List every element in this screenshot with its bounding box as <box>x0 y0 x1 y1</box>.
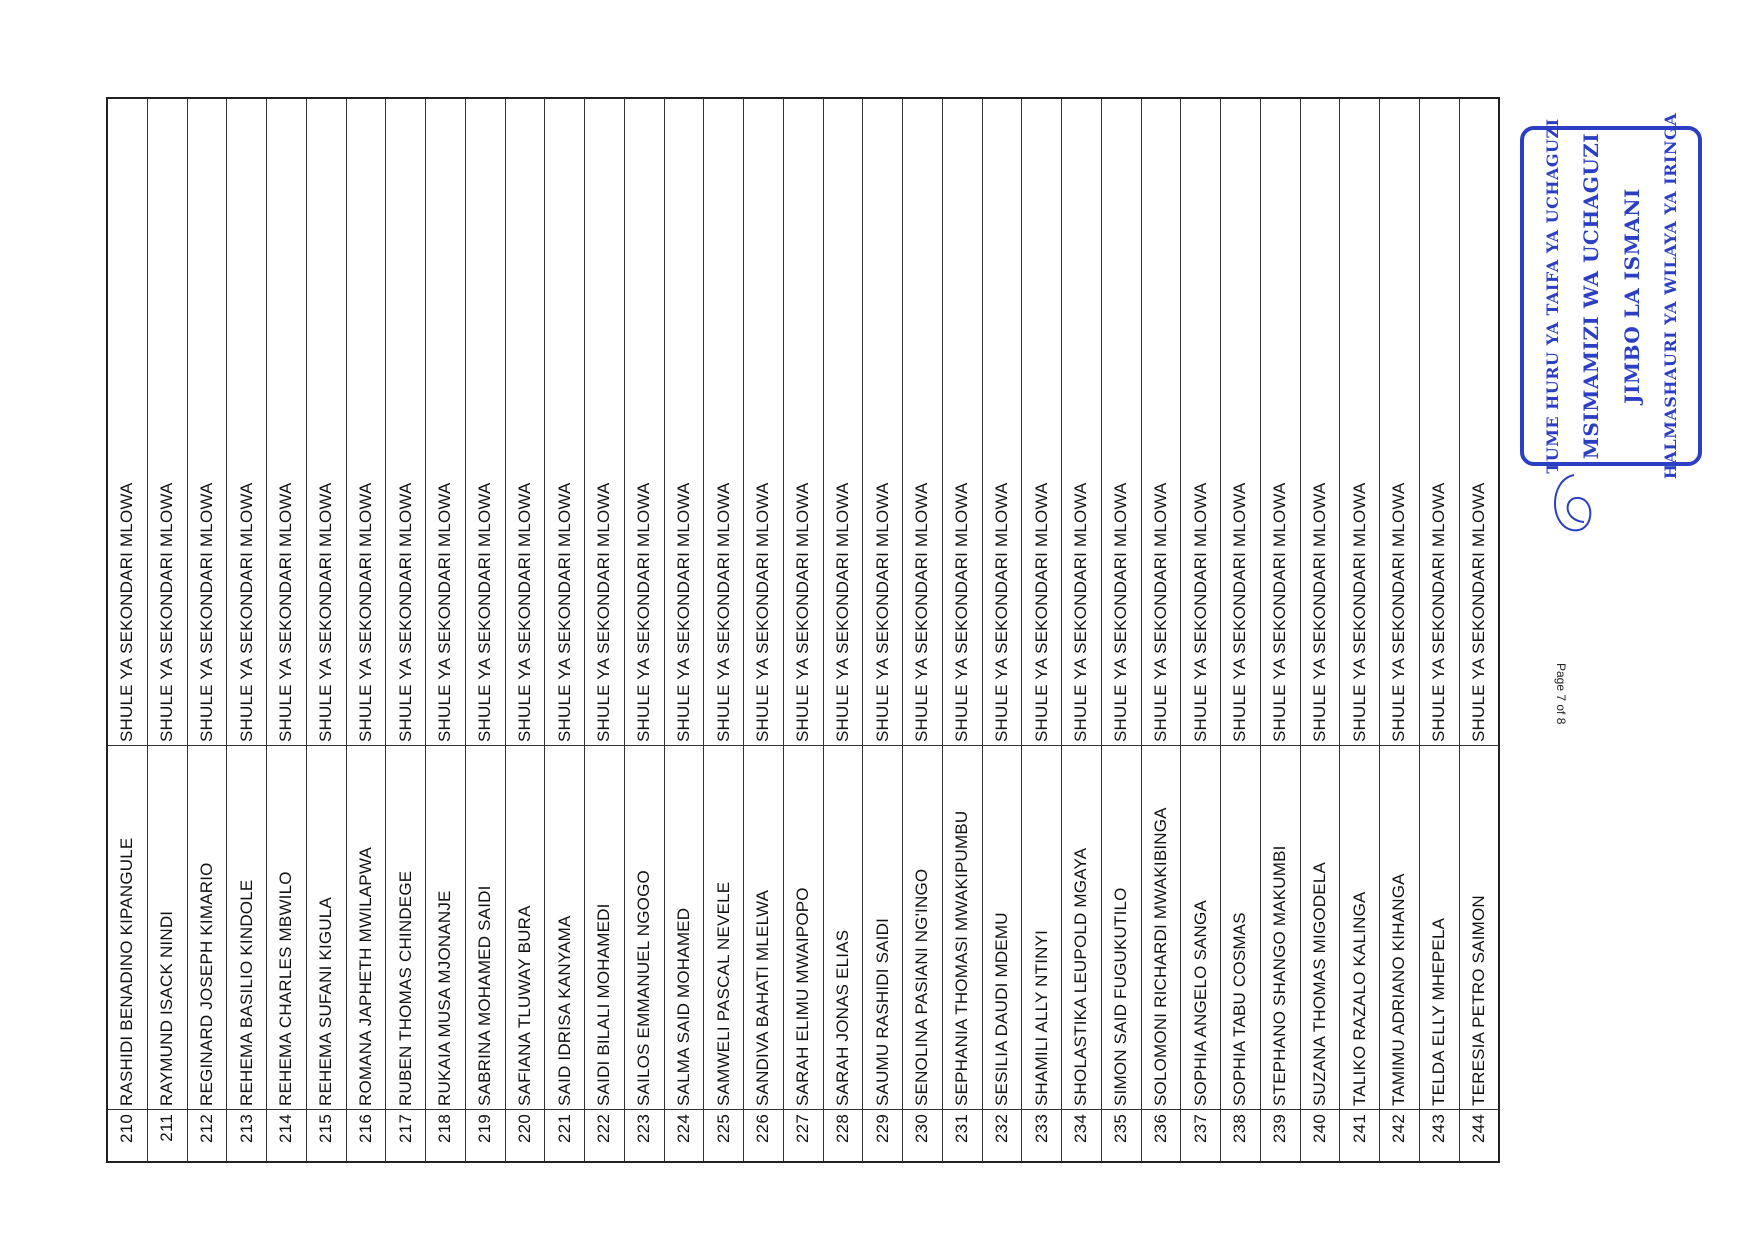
polling-station: SHULE YA SEKONDARI MLOWA <box>713 482 733 742</box>
row-number: 237 <box>1181 1109 1220 1161</box>
table-row <box>1261 99 1301 1161</box>
voter-name: RUBEN THOMAS CHINDEGE <box>386 745 425 1109</box>
polling-station: SHULE YA SEKONDARI MLOWA <box>236 482 256 742</box>
row-number: 226 <box>744 1109 783 1161</box>
polling-station: SHULE YA SEKONDARI MLOWA <box>1111 482 1131 742</box>
row-number: 221 <box>545 1109 584 1161</box>
voter-name: RASHIDI BENADINO KIPANGULE <box>108 745 147 1109</box>
table-row <box>1460 99 1499 1161</box>
table-row <box>148 99 188 1161</box>
voter-name: REHEMA BASILIO KINDOLE <box>227 745 266 1109</box>
polling-station: SHULE YA SEKONDARI MLOWA <box>673 482 693 742</box>
table-row <box>188 99 228 1161</box>
polling-station: SHULE YA SEKONDARI MLOWA <box>1230 482 1250 742</box>
row-number: 228 <box>824 1109 863 1161</box>
table-row <box>744 99 784 1161</box>
row-number: 225 <box>704 1109 743 1161</box>
table-row <box>1022 99 1062 1161</box>
polling-station: SHULE YA SEKONDARI MLOWA <box>872 482 892 742</box>
polling-station: SHULE YA SEKONDARI MLOWA <box>952 482 972 742</box>
polling-station: SHULE YA SEKONDARI MLOWA <box>753 482 773 742</box>
row-number: 233 <box>1022 1109 1061 1161</box>
table-row <box>625 99 665 1161</box>
voter-name: SAUMU RASHIDI SAIDI <box>863 745 902 1109</box>
table-row <box>108 99 148 1161</box>
row-number: 239 <box>1261 1109 1300 1161</box>
row-number: 224 <box>665 1109 704 1161</box>
table-row <box>347 99 387 1161</box>
polling-station: SHULE YA SEKONDARI MLOWA <box>991 482 1011 742</box>
table-row <box>1062 99 1102 1161</box>
row-number: 235 <box>1102 1109 1141 1161</box>
voter-name: TAMIMU ADRIANO KIHANGA <box>1380 745 1419 1109</box>
row-number: 218 <box>426 1109 465 1161</box>
polling-station: SHULE YA SEKONDARI MLOWA <box>1468 482 1488 742</box>
polling-station: SHULE YA SEKONDARI MLOWA <box>634 482 654 742</box>
table-row <box>307 99 347 1161</box>
voter-name: SAIDI BILALI MOHAMEDI <box>585 745 624 1109</box>
voter-name: TERESIA PETRO SAIMON <box>1460 745 1499 1109</box>
table-row <box>426 99 466 1161</box>
polling-station: SHULE YA SEKONDARI MLOWA <box>395 482 415 742</box>
voter-name: SALMA SAID MOHAMED <box>665 745 704 1109</box>
row-number: 236 <box>1142 1109 1181 1161</box>
voter-name: REGINARD JOSEPH KIMARIO <box>188 745 227 1109</box>
polling-station: SHULE YA SEKONDARI MLOWA <box>1031 482 1051 742</box>
voter-name: SOLOMONI RICHARDI MWAKIBINGA <box>1142 745 1181 1109</box>
voter-name: SARAH ELIMU MWAIPOPO <box>784 745 823 1109</box>
table-row <box>665 99 705 1161</box>
voter-name: SIMON SAID FUGUKUTILO <box>1102 745 1141 1109</box>
row-number: 210 <box>108 1109 147 1161</box>
voter-name: SEPHANIA THOMASI MWAKIPUMBU <box>943 745 982 1109</box>
row-number: 227 <box>784 1109 823 1161</box>
official-stamp <box>1520 112 1702 480</box>
row-number: 219 <box>466 1109 505 1161</box>
polling-station: SHULE YA SEKONDARI MLOWA <box>1270 482 1290 742</box>
table-row <box>943 99 983 1161</box>
row-number: 217 <box>386 1109 425 1161</box>
polling-station: SHULE YA SEKONDARI MLOWA <box>1150 482 1170 742</box>
polling-station: SHULE YA SEKONDARI MLOWA <box>196 482 216 742</box>
table-row <box>983 99 1023 1161</box>
voter-name: STEPHANO SHANGO MAKUMBI <box>1261 745 1300 1109</box>
row-number: 231 <box>943 1109 982 1161</box>
stamp-frame <box>1520 112 1702 480</box>
row-number: 223 <box>625 1109 664 1161</box>
row-number: 211 <box>148 1109 187 1161</box>
table-row <box>506 99 546 1161</box>
polling-station: SHULE YA SEKONDARI MLOWA <box>832 482 852 742</box>
table-row <box>1221 99 1261 1161</box>
polling-station: SHULE YA SEKONDARI MLOWA <box>514 482 534 742</box>
stamp-line-officer: MSIMAMIZI WA UCHAGUZI <box>1578 132 1603 460</box>
voter-name: SOPHIA TABU COSMAS <box>1221 745 1260 1109</box>
voter-name: SANDIVA BAHATI MLELWA <box>744 745 783 1109</box>
polling-station: SHULE YA SEKONDARI MLOWA <box>594 482 614 742</box>
polling-station: SHULE YA SEKONDARI MLOWA <box>554 482 574 742</box>
table-row <box>863 99 903 1161</box>
voter-list-table <box>106 97 1500 1163</box>
signature-icon <box>1544 470 1604 540</box>
polling-station: SHULE YA SEKONDARI MLOWA <box>793 482 813 742</box>
table-row <box>784 99 824 1161</box>
voter-name: TELDA ELLY MHEPELA <box>1420 745 1459 1109</box>
voter-name: SENOLINA PASIANI NG'INGO <box>903 745 942 1109</box>
row-number: 214 <box>267 1109 306 1161</box>
table-row <box>1102 99 1142 1161</box>
voter-name: RAYMUND ISACK NINDI <box>148 745 187 1109</box>
polling-station: SHULE YA SEKONDARI MLOWA <box>157 482 177 742</box>
polling-station: SHULE YA SEKONDARI MLOWA <box>1309 482 1329 742</box>
row-number: 216 <box>347 1109 386 1161</box>
voter-name: SAFIANA TLUWAY BURA <box>506 745 545 1109</box>
row-number: 232 <box>983 1109 1022 1161</box>
voter-name: SAID IDRISA KANYAMA <box>545 745 584 1109</box>
row-number: 238 <box>1221 1109 1260 1161</box>
polling-station: SHULE YA SEKONDARI MLOWA <box>1389 482 1409 742</box>
voter-name: TALIKO RAZALO KALINGA <box>1340 745 1379 1109</box>
table-row <box>545 99 585 1161</box>
row-number: 240 <box>1301 1109 1340 1161</box>
voter-name: SAMWELI PASCAL NEVELE <box>704 745 743 1109</box>
row-number: 241 <box>1340 1109 1379 1161</box>
voter-name: REHEMA SUFANI KIGULA <box>307 745 346 1109</box>
row-number: 229 <box>863 1109 902 1161</box>
row-number: 213 <box>227 1109 266 1161</box>
table-row <box>1301 99 1341 1161</box>
voter-name: REHEMA CHARLES MBWILO <box>267 745 306 1109</box>
table-row <box>1380 99 1420 1161</box>
polling-station: SHULE YA SEKONDARI MLOWA <box>1190 482 1210 742</box>
row-number: 234 <box>1062 1109 1101 1161</box>
voter-name: ROMANA JAPHETH MWILAPWA <box>347 745 386 1109</box>
row-number: 230 <box>903 1109 942 1161</box>
polling-station: SHULE YA SEKONDARI MLOWA <box>276 482 296 742</box>
polling-station: SHULE YA SEKONDARI MLOWA <box>435 482 455 742</box>
stamp-line-council: HALMASHAURI YA WILAYA YA IRINGA <box>1660 112 1680 480</box>
table-row <box>267 99 307 1161</box>
polling-station: SHULE YA SEKONDARI MLOWA <box>1429 482 1449 742</box>
table-row <box>903 99 943 1161</box>
table-row <box>386 99 426 1161</box>
voter-name: SUZANA THOMAS MIGODELA <box>1301 745 1340 1109</box>
row-number: 243 <box>1420 1109 1459 1161</box>
row-number: 244 <box>1460 1109 1499 1161</box>
voter-name: SARAH JONAS ELIAS <box>824 745 863 1109</box>
voter-name: SAILOS EMMANUEL NGOGO <box>625 745 664 1109</box>
stamp-line-constituency: JIMBO LA ISMANI <box>1619 188 1644 404</box>
voter-name: SESILIA DAUDI MDEMU <box>983 745 1022 1109</box>
table-row <box>1420 99 1460 1161</box>
row-number: 242 <box>1380 1109 1419 1161</box>
table-row <box>1340 99 1380 1161</box>
row-number: 222 <box>585 1109 624 1161</box>
table-row <box>1181 99 1221 1161</box>
polling-station: SHULE YA SEKONDARI MLOWA <box>316 482 336 742</box>
polling-station: SHULE YA SEKONDARI MLOWA <box>475 482 495 742</box>
polling-station: SHULE YA SEKONDARI MLOWA <box>355 482 375 742</box>
polling-station: SHULE YA SEKONDARI MLOWA <box>912 482 932 742</box>
stamp-line-commission: TUME HURU YA TAIFA YA UCHAGUZI <box>1542 118 1562 474</box>
table-row <box>585 99 625 1161</box>
row-number: 215 <box>307 1109 346 1161</box>
polling-station: SHULE YA SEKONDARI MLOWA <box>1349 482 1369 742</box>
table-row <box>704 99 744 1161</box>
row-number: 212 <box>188 1109 227 1161</box>
table-row <box>1142 99 1182 1161</box>
voter-name: SOPHIA ANGELO SANGA <box>1181 745 1220 1109</box>
polling-station: SHULE YA SEKONDARI MLOWA <box>1071 482 1091 742</box>
page-number: Page 7 of 8 <box>1554 663 1568 725</box>
table-row <box>824 99 864 1161</box>
voter-name: SHOLASTIKA LEUPOLD MGAYA <box>1062 745 1101 1109</box>
voter-name: RUKAIA MUSA MJONANJE <box>426 745 465 1109</box>
table-row <box>227 99 267 1161</box>
voter-name: SABRINA MOHAMED SAIDI <box>466 745 505 1109</box>
voter-name: SHAMILI ALLY NTINYI <box>1022 745 1061 1109</box>
polling-station: SHULE YA SEKONDARI MLOWA <box>117 482 137 742</box>
table-row <box>466 99 506 1161</box>
row-number: 220 <box>506 1109 545 1161</box>
